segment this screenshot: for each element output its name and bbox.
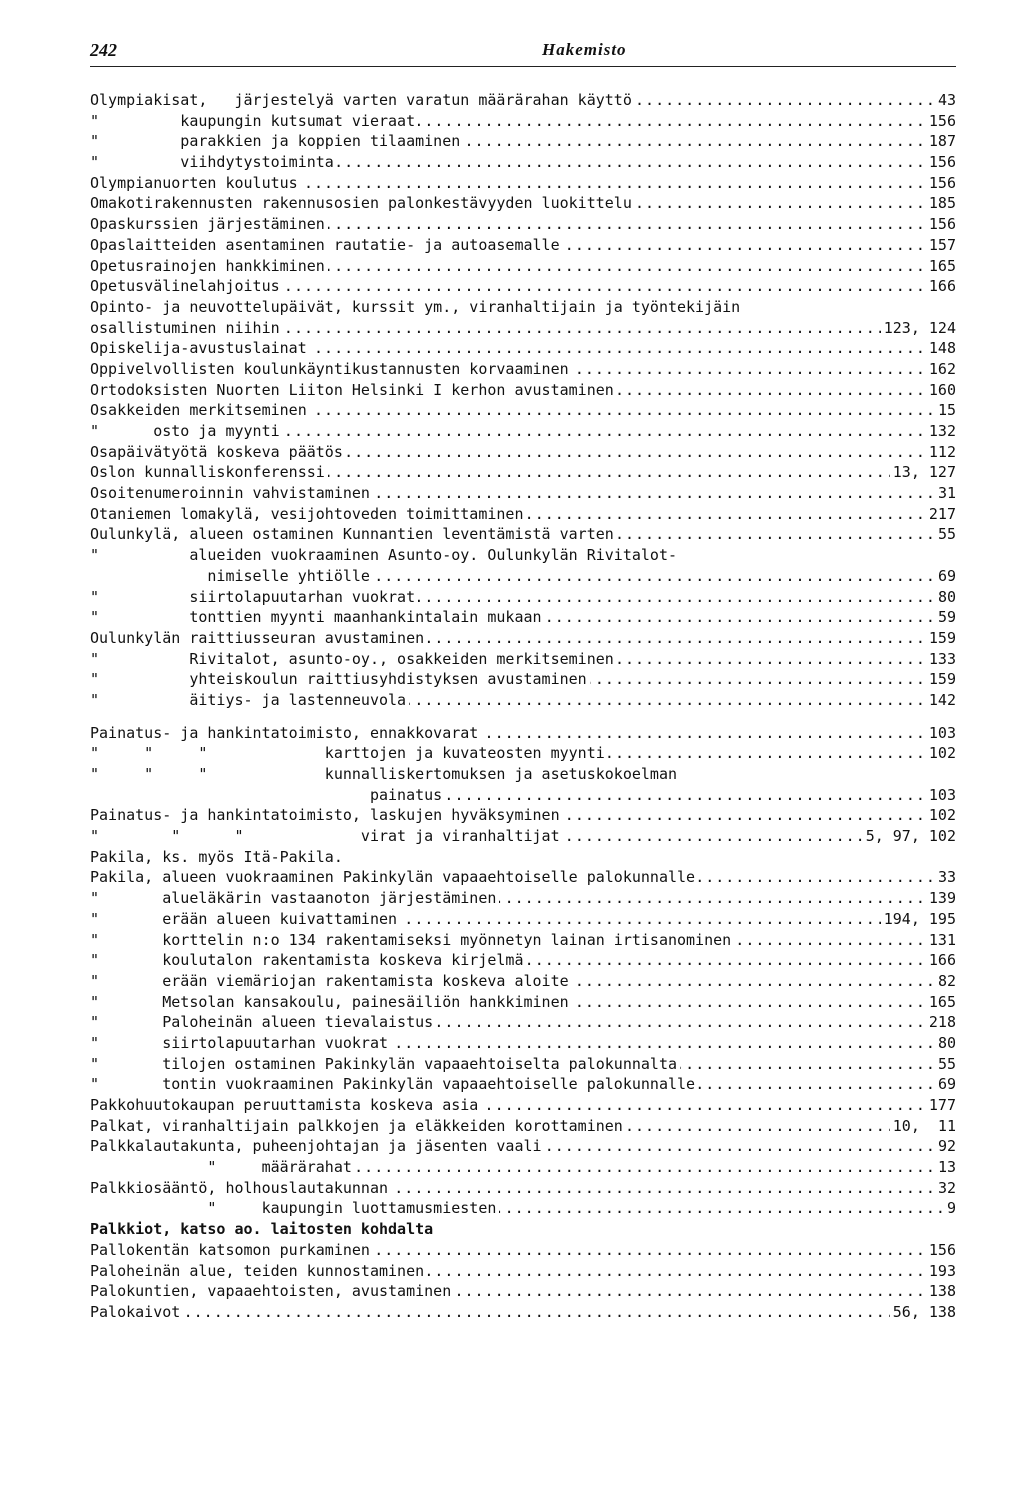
entry-page-ref: 194, 195 [881, 909, 956, 930]
entry-page-ref: 157 [926, 235, 956, 256]
entry-text: Opinto- ja neuvottelupäivät, kurssit ym., viranhaltijain ja työntekijäin [90, 297, 743, 318]
entry-page-ref: 92 [935, 1136, 956, 1157]
entry-page-ref: 123, 124 [881, 318, 956, 339]
entry-text: Osapäivätyötä koskeva päätös [90, 442, 346, 463]
entry-text: Painatus- ja hankintatoimisto, laskujen hyväksyminen [90, 805, 563, 826]
entry-text: Paloheinän alue, teiden kunnostaminen [90, 1261, 427, 1282]
entry-text: Palkkalautakunta, puheenjohtajan ja jäsenten vaali [90, 1136, 545, 1157]
index-entry [90, 442, 956, 463]
entry-text: " tilojen ostaminen Pakinkylän vapaaehtoiselta palokunnalta [90, 1054, 680, 1075]
entry-page-ref: 55 [935, 1054, 956, 1075]
index-entry [90, 1219, 956, 1240]
index-entry [90, 545, 956, 566]
entry-page-ref: 156 [926, 214, 956, 235]
entry-page-ref: 218 [926, 1012, 956, 1033]
index-entry [90, 690, 956, 711]
index-entry [90, 1033, 956, 1054]
index-entry [90, 566, 956, 587]
entry-text: Olympiakisat, järjestelyä varten varatun määrärahan käyttö [90, 90, 635, 111]
entry-text: Oppivelvollisten koulunkäyntikustannusten korvaaminen [90, 359, 572, 380]
entry-page-ref: 217 [926, 504, 956, 525]
entry-page-ref: 59 [935, 607, 956, 628]
entry-text: Pakila, ks. myös Itä-Pakila. [90, 847, 346, 868]
entry-page-ref: 177 [926, 1095, 956, 1116]
entry-page-ref: 9 [944, 1198, 956, 1219]
entry-text: " osto ja myynti [90, 421, 283, 442]
index-entry [90, 90, 956, 111]
index-entry [90, 214, 956, 235]
entry-page-ref: 156 [926, 111, 956, 132]
entry-page-ref: 69 [935, 566, 956, 587]
index-entry [90, 235, 956, 256]
entry-text: " " " karttojen ja kuvateosten myynti [90, 743, 608, 764]
entry-text: Painatus- ja hankintatoimisto, ennakkovarat [90, 723, 481, 744]
entry-text: Palkkiosääntö, holhouslautakunnan [90, 1178, 391, 1199]
entry-page-ref: 185 [926, 193, 956, 214]
index-entry [90, 723, 956, 744]
index-entry [90, 1157, 956, 1178]
entry-page-ref: 10, 11 [890, 1116, 956, 1137]
index-entry [90, 524, 956, 545]
index-entry [90, 462, 956, 483]
index-entry [90, 380, 956, 401]
entry-text: " tontin vuokraaminen Pakinkylän vapaaehtoiselle palokunnalle [90, 1074, 698, 1095]
index-entry [90, 131, 956, 152]
index-entry [90, 1178, 956, 1199]
index-entry [90, 743, 956, 764]
page-number: 242 [90, 40, 117, 60]
entry-text: " kaupungin luottamusmiesten [90, 1198, 499, 1219]
entry-text: " Metsolan kansakoulu, painesäiliön hankkiminen [90, 992, 572, 1013]
entry-text: " Rivitalot, asunto-oy., osakkeiden merkitseminen [90, 649, 617, 670]
entry-page-ref: 102 [926, 743, 956, 764]
entry-page-ref: 80 [935, 587, 956, 608]
entry-page-ref: 156 [926, 1240, 956, 1261]
entry-page-ref: 132 [926, 421, 956, 442]
entry-page-ref: 13 [935, 1157, 956, 1178]
entry-page-ref: 56, 138 [890, 1302, 956, 1323]
entry-text: Palkat, viranhaltijain palkkojen ja eläkkeiden korottaminen [90, 1116, 626, 1137]
entry-text: Opaskurssien järjestäminen [90, 214, 328, 235]
entry-page-ref: 131 [926, 930, 956, 951]
entry-page-ref: 31 [935, 483, 956, 504]
entry-page-ref: 80 [935, 1033, 956, 1054]
index-entry [90, 867, 956, 888]
entry-page-ref: 139 [926, 888, 956, 909]
entry-text: " siirtolapuutarhan vuokrat [90, 1033, 391, 1054]
entry-page-ref: 156 [926, 173, 956, 194]
entry-text: Opaslaitteiden asentaminen rautatie- ja autoasemalle [90, 235, 563, 256]
entry-text: " koulutalon rakentamista koskeva kirjelmä [90, 950, 526, 971]
entry-text: " kaupungin kutsumat vieraat [90, 111, 418, 132]
entry-text: Pallokentän katsomon purkaminen [90, 1240, 373, 1261]
index-entry [90, 805, 956, 826]
index-entry [90, 193, 956, 214]
index-entry [90, 1012, 956, 1033]
entry-text: " erään viemäriojan rakentamista koskeva aloite [90, 971, 572, 992]
index-entry [90, 338, 956, 359]
entry-page-ref: 112 [926, 442, 956, 463]
entry-text: Ortodoksisten Nuorten Liiton Helsinki I kerhon avustaminen [90, 380, 617, 401]
entry-page-ref: 102 [926, 805, 956, 826]
entry-text: Opetusrainojen hankkiminen [90, 256, 328, 277]
index-entry [90, 1261, 956, 1282]
entry-text: Oulunkylä, alueen ostaminen Kunnantien leventämistä varten [90, 524, 617, 545]
index-entry [90, 504, 956, 525]
index-entry [90, 483, 956, 504]
index-entry [90, 400, 956, 421]
entry-text: Opiskelija-avustuslainat [90, 338, 310, 359]
index-entry [90, 297, 956, 318]
index-entry [90, 764, 956, 785]
index-entry [90, 992, 956, 1013]
index-entry [90, 1116, 956, 1137]
entry-text: " määrärahat [90, 1157, 355, 1178]
index-entry [90, 669, 956, 690]
index-entry [90, 826, 956, 847]
index-entry [90, 930, 956, 951]
index-entry [90, 909, 956, 930]
index-entry [90, 318, 956, 339]
entry-text: Otaniemen lomakylä, vesijohtoveden toimittaminen [90, 504, 526, 525]
index-entry [90, 256, 956, 277]
entry-page-ref: 159 [926, 628, 956, 649]
entry-text: Osoitenumeroinnin vahvistaminen [90, 483, 373, 504]
page-title: Hakemisto [542, 40, 627, 59]
entry-page-ref: 43 [935, 90, 956, 111]
index-entry [90, 587, 956, 608]
index-entry [90, 1281, 956, 1302]
index-entry [90, 276, 956, 297]
entry-text: painatus [90, 785, 445, 806]
index-entry [90, 152, 956, 173]
entry-page-ref: 166 [926, 950, 956, 971]
entry-text: " yhteiskoulun raittiusyhdistyksen avustaminen [90, 669, 590, 690]
entry-page-ref: 32 [935, 1178, 956, 1199]
entry-page-ref: 162 [926, 359, 956, 380]
entry-text: " Paloheinän alueen tievalaistus [90, 1012, 436, 1033]
entry-text: nimiselle yhtiölle [90, 566, 373, 587]
entry-page-ref: 15 [935, 400, 956, 421]
entry-page-ref: 193 [926, 1261, 956, 1282]
index-entry [90, 785, 956, 806]
index-entry [90, 1240, 956, 1261]
entry-page-ref: 55 [935, 524, 956, 545]
index-entry [90, 421, 956, 442]
page-header [90, 40, 956, 67]
index-entry [90, 888, 956, 909]
index-entry [90, 359, 956, 380]
entry-page-ref: 5, 97, 102 [863, 826, 956, 847]
index-entry [90, 1198, 956, 1219]
entry-page-ref: 148 [926, 338, 956, 359]
entry-text: Olympianuorten koulutus [90, 173, 301, 194]
entry-text: Omakotirakennusten rakennusosien palonkestävyyden luokittelu [90, 193, 635, 214]
entry-page-ref: 69 [935, 1074, 956, 1095]
entry-text: Oslon kunnalliskonferenssi [90, 462, 328, 483]
entry-page-ref: 165 [926, 992, 956, 1013]
entry-text: " " " virat ja viranhaltijat [90, 826, 563, 847]
entry-page-ref: 156 [926, 152, 956, 173]
entry-text: Palokaivot [90, 1302, 183, 1323]
entry-text: " siirtolapuutarhan vuokrat [90, 587, 418, 608]
entry-page-ref: 33 [935, 867, 956, 888]
entry-page-ref: 165 [926, 256, 956, 277]
index-entry [90, 847, 956, 868]
index-entry [90, 607, 956, 628]
entry-text: osallistuminen niihin [90, 318, 283, 339]
entry-text: Pakkohuutokaupan peruuttamista koskeva asia [90, 1095, 481, 1116]
leader-dots [90, 1302, 956, 1323]
entry-page-ref: 103 [926, 785, 956, 806]
entry-text: " korttelin n:o 134 rakentamiseksi myönnetyn lainan irtisanominen [90, 930, 734, 951]
entry-text: " " " kunnalliskertomuksen ja asetuskokoelman [90, 764, 680, 785]
entry-page-ref: 103 [926, 723, 956, 744]
index-entry [90, 1074, 956, 1095]
entry-text: " erään alueen kuivattaminen [90, 909, 400, 930]
index-entry [90, 111, 956, 132]
index-entry [90, 1054, 956, 1075]
index-entry [90, 173, 956, 194]
entry-text: Palokuntien, vapaaehtoisten, avustaminen [90, 1281, 454, 1302]
entry-page-ref: 142 [926, 690, 956, 711]
index-entry [90, 649, 956, 670]
index-entry [90, 1095, 956, 1116]
entry-page-ref: 13, 127 [890, 462, 956, 483]
entry-text: " alueiden vuokraaminen Asunto-oy. Oulunkylän Rivitalot- [90, 545, 680, 566]
entry-page-ref: 159 [926, 669, 956, 690]
entry-page-ref: 187 [926, 131, 956, 152]
entry-page-ref: 82 [935, 971, 956, 992]
entry-text: Osakkeiden merkitseminen [90, 400, 310, 421]
entry-text: " alueläkärin vastaanoton järjestäminen [90, 888, 499, 909]
entry-page-ref: 160 [926, 380, 956, 401]
entry-text: " tonttien myynti maanhankintalain mukaan [90, 607, 545, 628]
entry-text: Pakila, alueen vuokraaminen Pakinkylän vapaaehtoiselle palokunnalle [90, 867, 698, 888]
entry-text: " viihdytystoiminta [90, 152, 337, 173]
entry-page-ref: 133 [926, 649, 956, 670]
index-entry [90, 1136, 956, 1157]
index-entry [90, 971, 956, 992]
index-entry [90, 628, 956, 649]
entry-text: " parakkien ja koppien tilaaminen [90, 131, 463, 152]
index-entry [90, 1302, 956, 1323]
index-entry [90, 950, 956, 971]
entry-text: Palkkiot, katso ao. laitosten kohdalta [90, 1219, 436, 1240]
entry-page-ref: 166 [926, 276, 956, 297]
entry-page-ref: 138 [926, 1281, 956, 1302]
index-entries [90, 90, 956, 1323]
entry-text: Oulunkylän raittiusseuran avustaminen [90, 628, 427, 649]
entry-text: " äitiys- ja lastenneuvola [90, 690, 409, 711]
entry-text: Opetusvälinelahjoitus [90, 276, 283, 297]
